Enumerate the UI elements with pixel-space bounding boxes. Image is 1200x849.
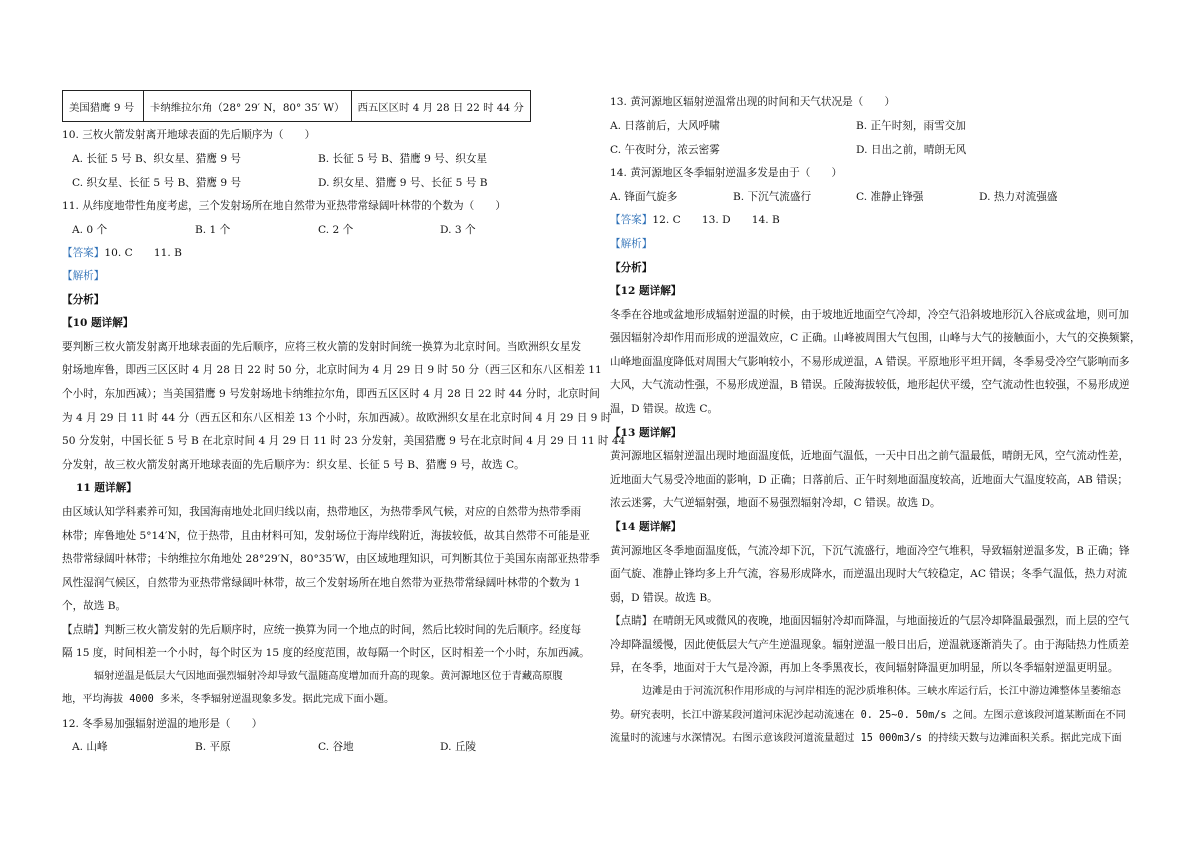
detail-12-line: 温，D 错误。故选 C。 <box>610 403 719 415</box>
detail-11-line: 风性湿润气候区，自然带为亚热带常绿阔叶林带，故三个发射场所在地自然带为亚热带常绿阔叶林带的个数为 1 <box>62 577 581 589</box>
tip-line: 【点睛】在晴朗无风或微风的夜晚，地面因辐射冷却而降温，与地面接近的气层冷却降温最强烈，而上层的空气 <box>610 615 1130 627</box>
q10-option-a: A. 长征 5 号 B、织女星、猎鹰 9 号 <box>72 153 242 165</box>
q12-option-b: B. 平原 <box>195 741 231 753</box>
detail-13-line: 近地面大气易受冷地面的影响，D 正确；日落前后、正午时刻地面温度较高，近地面大气温度较高，AB 错误； <box>610 474 1128 486</box>
detail-11-line: 由区域认知学科素养可知，我国海南地处北回归线以南，热带地区，为热带季风气候，对应的自然带为热带季雨 <box>62 506 582 518</box>
table-cell-site: 卡纳维拉尔角（28° 29′ N，80° 35′ W） <box>144 91 352 122</box>
question-14: 14. 黄河源地区冬季辐射逆温多发是由于（ ） <box>610 167 843 179</box>
q14-option-b: B. 下沉气流盛行 <box>733 191 812 203</box>
tip-line: 冷却降温缓慢，因此使低层大气产生逆温现象。辐射逆温一般日出后，逆温就逐渐消失了。由于海陆热力性质差 <box>610 639 1130 651</box>
q12-option-c: C. 谷地 <box>318 741 354 753</box>
detail-12-line: 山峰地面温度降低对周围大气影响较小，不易形成逆温，A 错误。平原地形平坦开阔，冬季易受冷空气影响而多 <box>610 356 1130 368</box>
analysis-heading: 【分析】 <box>610 262 653 274</box>
table-cell-rocket: 美国猎鹰 9 号 <box>63 91 144 122</box>
question-11: 11. 从纬度地带性角度考虑，三个发射场所在地自然带为亚热带常绿阔叶林带的个数为（ ） <box>62 200 506 212</box>
question-13: 13. 黄河源地区辐射逆温常出现的时间和天气状况是（ ） <box>610 96 896 108</box>
detail-10-heading: 【10 题详解】 <box>62 317 134 329</box>
detail-12-line: 冬季在谷地或盆地形成辐射逆温的时候，由于坡地近地面空气冷却，冷空气沿斜坡地形沉入谷底或盆地，则可加 <box>610 309 1130 321</box>
q13-option-b: B. 正午时刻，雨雪交加 <box>856 120 966 132</box>
detail-11-line: 个，故选 B。 <box>62 600 127 612</box>
table-row <box>63 91 531 122</box>
detail-11-heading: 11 题详解】 <box>76 482 137 494</box>
intro-line: 势。研究表明，长江中游某段河道河床泥沙起动流速在 0. 25~0. 50m/s 之间。左图示意该段河道某断面在不同 <box>610 710 1126 721</box>
answer-line <box>62 246 182 260</box>
analysis-heading: 【分析】 <box>62 294 105 306</box>
detail-13-line: 浓云迷雾，大气逆辐射强，地面不易强烈辐射冷却，C 错误。故选 D。 <box>610 497 941 509</box>
table-cell-time: 西五区区时 4 月 28 日 22 时 44 分 <box>351 91 530 122</box>
rocket-table <box>62 90 531 122</box>
intro-line: 边滩是由于河流沉积作用形成的与河岸相连的泥沙质堆积体。三峡水库运行后，长江中游边滩整体呈萎缩态 <box>642 686 1121 697</box>
analysis-tag: 【解析】 <box>62 270 105 282</box>
analysis-tag: 【解析】 <box>610 238 653 250</box>
answer-tag: 【答案】 <box>610 214 653 226</box>
tip-line: 异，在冬季，地面对于大气是冷源，再加上冬季黑夜长，夜间辐射降温更加明显，所以冬季辐射逆温更明显。 <box>610 662 1119 674</box>
q11-option-c: C. 2 个 <box>318 224 354 236</box>
detail-13-line: 黄河源地区辐射逆温出现时地面温度低，近地面气温低，一天中日出之前气温最低，晴朗无风，空气流动性差， <box>610 450 1130 462</box>
detail-11-line: 热带常绿阔叶林带；卡纳维拉尔角地处 28°29′N，80°35′W，由区域地理知识，可判断其位于美国东南部亚热带季 <box>62 553 600 565</box>
q13-option-c: C. 午夜时分，浓云密雾 <box>610 144 720 156</box>
detail-11-line: 林带；库鲁地处 5°14′N，位于热带，且由材料可知，发射场位于海岸线附近，海拔较低，故其自然带不可能是亚 <box>62 530 590 542</box>
intro-line: 辐射逆温是低层大气因地面强烈辐射冷却导致气温随高度增加而升高的现象。黄河源地区位于青藏高原腹 <box>94 671 563 682</box>
q14-option-a: A. 锋面气旋多 <box>610 191 678 203</box>
answer-line <box>610 213 780 227</box>
detail-14-line: 弱，D 错误。故选 B。 <box>610 592 718 604</box>
detail-12-heading: 【12 题详解】 <box>610 285 682 297</box>
q12-option-d: D. 丘陵 <box>440 741 477 753</box>
detail-10-line: 个小时，东加西减）；当美国猎鹰 9 号发射场地卡纳维拉尔角，即西五区区时 4 月 28 日 22 时 44 分时，北京时间 <box>62 388 600 400</box>
detail-14-line: 黄河源地区冬季地面温度低，气流冷却下沉，下沉气流盛行，地面冷空气堆积，导致辐射逆温多发，B 正确；锋 <box>610 545 1130 557</box>
detail-10-line: 50 分发射，中国长征 5 号 B 在北京时间 4 月 29 日 11 时 23 分发射，美国猎鹰 9 号在北京时间 4 月 29 日 11 时 44 <box>62 435 626 447</box>
detail-13-heading: 【13 题详解】 <box>610 427 682 439</box>
detail-10-line: 分发射，故三枚火箭发射离开地球表面的先后顺序为：织女星、长征 5 号 B、猎鹰 9 号，故选 C。 <box>62 459 525 471</box>
tip-line: 隔 15 度，时间相差一个小时，每个时区为 15 度的经度范围，故每隔一个时区，区时相差一个小时，东加西减。 <box>62 647 590 659</box>
detail-12-line: 大风，大气流动性强，不易形成逆温，B 错误。丘陵海拔较低，地形起伏平缓，空气流动性也较强，不易形成逆 <box>610 379 1130 391</box>
q14-option-c: C. 准静止锋强 <box>856 191 924 203</box>
q11-option-a: A. 0 个 <box>72 224 108 236</box>
q10-option-b: B. 长征 5 号 B、猎鹰 9 号、织女星 <box>318 153 488 165</box>
detail-10-line: 射场地库鲁，即西三区区时 4 月 28 日 22 时 50 分，北京时间为 4 月 29 日 9 时 50 分（西三区和东八区相差 11 <box>62 364 602 376</box>
intro-line: 地，平均海拔 4000 多米，冬季辐射逆温现象多发。据此完成下面小题。 <box>62 694 395 705</box>
detail-14-line: 面气旋、准静止锋均多上升气流，容易形成降水，而逆温出现时大气较稳定，AC 错误；冬季气温低，热力对流 <box>610 568 1128 580</box>
q13-option-a: A. 日落前后，大风呼啸 <box>610 120 720 132</box>
question-10: 10. 三枚火箭发射离开地球表面的先后顺序为（ ） <box>62 129 316 141</box>
q10-option-c: C. 织女星、长征 5 号 B、猎鹰 9 号 <box>72 177 242 189</box>
answer-text: 10. C 11. B <box>104 247 182 259</box>
q11-option-d: D. 3 个 <box>440 224 476 236</box>
answer-tag: 【答案】 <box>62 247 105 259</box>
q14-option-d: D. 热力对流强盛 <box>979 191 1058 203</box>
q11-option-b: B. 1 个 <box>195 224 231 236</box>
detail-14-heading: 【14 题详解】 <box>610 521 682 533</box>
q12-option-a: A. 山峰 <box>72 741 108 753</box>
question-12: 12. 冬季易加强辐射逆温的地形是（ ） <box>62 718 263 730</box>
q13-option-d: D. 日出之前，晴朗无风 <box>856 144 967 156</box>
detail-10-line: 要判断三枚火箭发射离开地球表面的先后顺序，应将三枚火箭的发射时间统一换算为北京时间。当欧洲织女星发 <box>62 341 582 353</box>
q10-option-d: D. 织女星、猎鹰 9 号、长征 5 号 B <box>318 177 488 189</box>
tip-line: 【点睛】判断三枚火箭发射的先后顺序时，应统一换算为同一个地点的时间，然后比较时间的先后顺序。经度每 <box>62 624 582 636</box>
detail-10-line: 为 4 月 29 日 11 时 44 分（西五区和东八区相差 13 个小时，东加西减）。故欧洲织女星在北京时间 4 月 29 日 9 时 <box>62 412 612 424</box>
intro-line: 流量时的流速与水深情况。右图示意该段河道流量超过 15 000m3/s 的持续天数与边滩面积关系。据此完成下面 <box>610 733 1122 744</box>
answer-text: 12. C 13. D 14. B <box>652 214 780 226</box>
detail-12-line: 强因辐射冷却作用而形成的逆温效应，C 正确。山峰被周围大气包围，山峰与大气的接触面小，大气的交换频繁， <box>610 332 1141 344</box>
